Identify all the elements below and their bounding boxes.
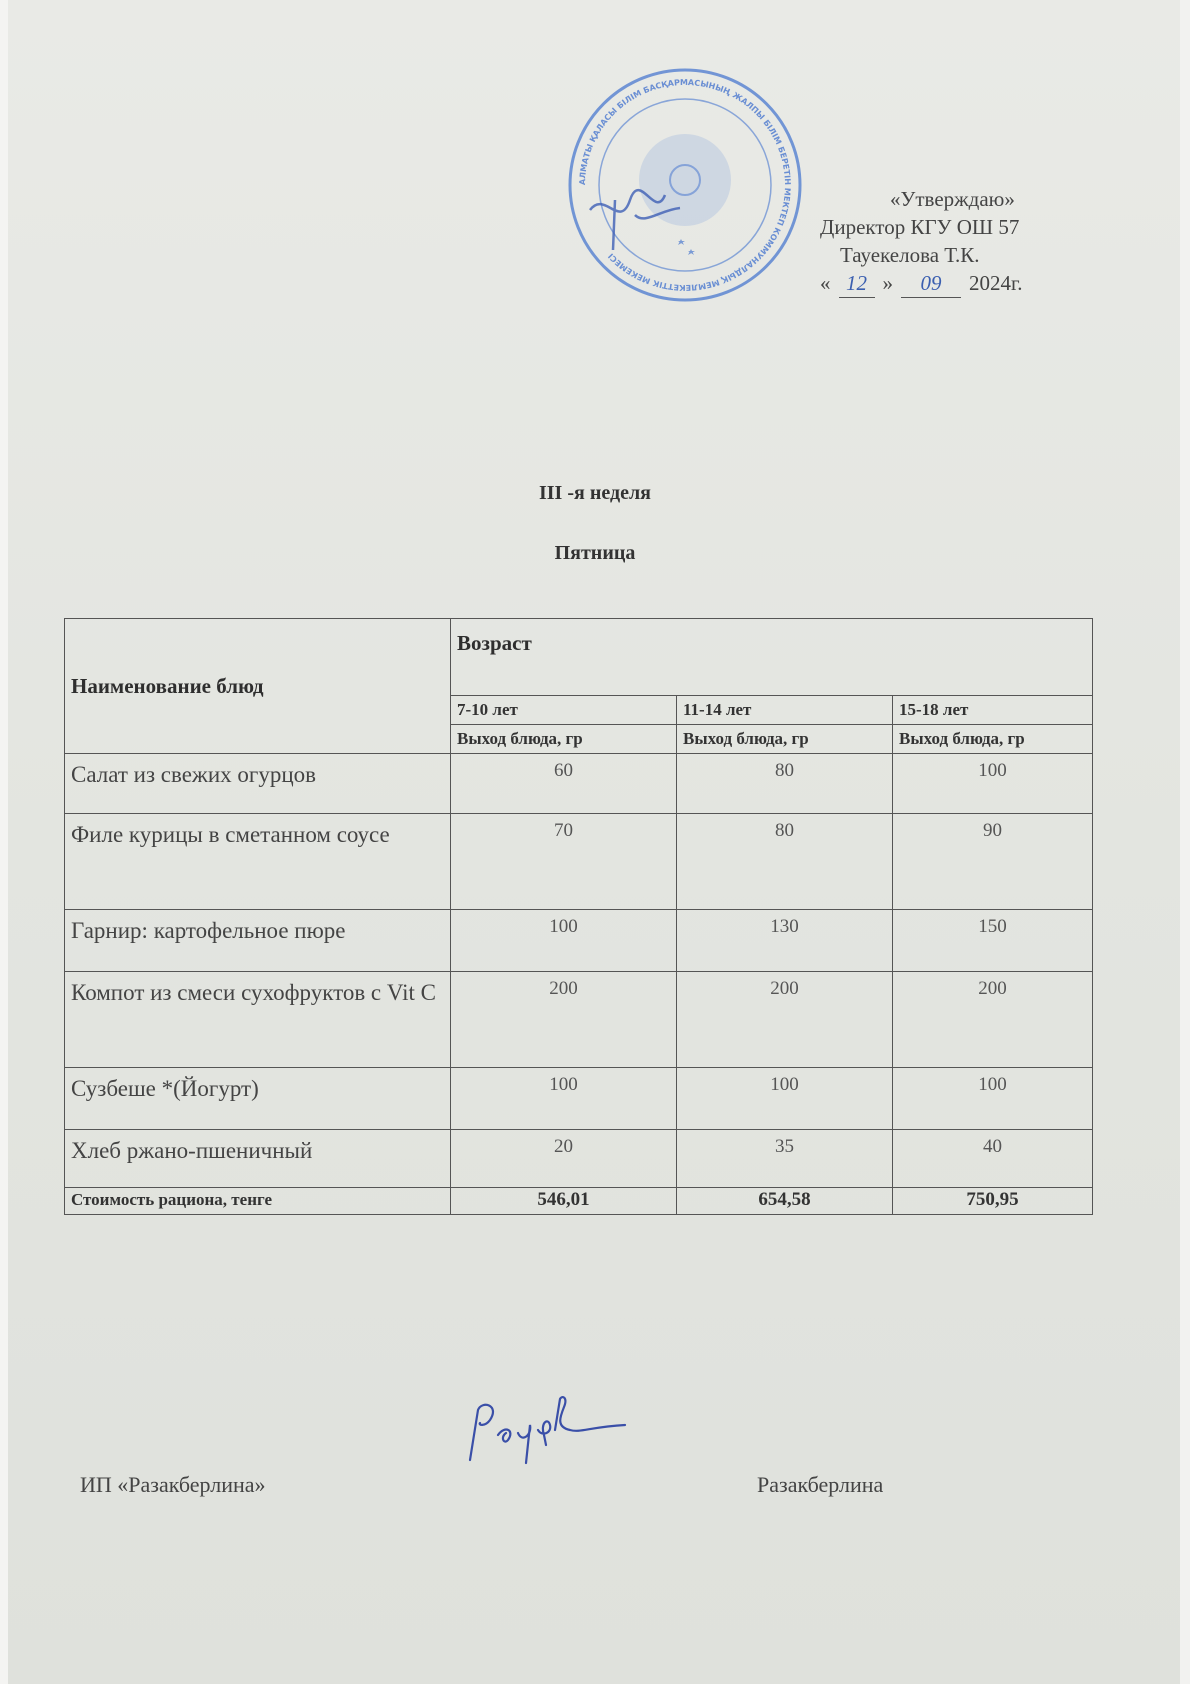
emblem-icon: [639, 134, 731, 226]
portion-11-14: 100: [677, 1068, 893, 1130]
cost-11-14: 654,58: [677, 1188, 893, 1215]
table-row: [65, 910, 1093, 972]
date-day: 12: [839, 269, 875, 298]
portion-7-10: 100: [451, 1068, 677, 1130]
approval-date: [820, 269, 1110, 298]
portion-7-10: 200: [451, 972, 677, 1068]
date-open-quote: «: [820, 271, 831, 295]
page-edge-left: [0, 0, 8, 1684]
table-row: [65, 814, 1093, 910]
portion-15-18: 40: [893, 1130, 1093, 1188]
cost-label: Стоимость рациона, тенге: [65, 1188, 451, 1215]
portion-15-18: 100: [893, 754, 1093, 814]
approval-block: [820, 185, 1110, 298]
portion-15-18: 90: [893, 814, 1093, 910]
portion-11-14: 80: [677, 754, 893, 814]
output-header-2: Выход блюда, гр: [677, 725, 893, 754]
age-group-11-14: 11-14 лет: [677, 696, 893, 725]
stamp-text: АЛМАТЫ ҚАЛАСЫ БІЛІМ БАСҚАРМАСЫНЫҢ ЖАЛПЫ БІЛІМ БЕРЕТІН МЕКТЕП КОММУНАЛДЫҚ МЕМЛЕКЕТТІК МЕКЕМЕСІ: [577, 77, 793, 293]
approval-position: Директор КГУ ОШ 57: [820, 215, 1020, 239]
page-edge-right: [1180, 0, 1190, 1684]
supplier-signature-icon: [460, 1395, 660, 1465]
portion-7-10: 60: [451, 754, 677, 814]
table-row: [65, 754, 1093, 814]
table-row: [65, 1130, 1093, 1188]
date-close-quote: »: [882, 271, 893, 295]
dish-name: Салат из свежих огурцов: [65, 754, 451, 814]
portion-11-14: 80: [677, 814, 893, 910]
portion-7-10: 70: [451, 814, 677, 910]
portion-15-18: 200: [893, 972, 1093, 1068]
date-month: 09: [901, 269, 961, 298]
dish-name: Филе курицы в сметанном соусе: [65, 814, 451, 910]
table-row: [65, 972, 1093, 1068]
approval-title: «Утверждаю»: [890, 187, 1015, 211]
portion-11-14: 200: [677, 972, 893, 1068]
dish-name: Гарнир: картофельное пюре: [65, 910, 451, 972]
week-title: III -я неделя: [538, 482, 651, 504]
table-header-row: [65, 619, 1093, 696]
cost-row: [65, 1188, 1093, 1215]
dish-name: Хлеб ржано-пшеничный: [65, 1130, 451, 1188]
portion-7-10: 100: [451, 910, 677, 972]
output-header-3: Выход блюда, гр: [893, 725, 1093, 754]
portion-11-14: 130: [677, 910, 893, 972]
age-group-15-18: 15-18 лет: [893, 696, 1093, 725]
dish-name: Сузбеше *(Йогурт): [65, 1068, 451, 1130]
portion-15-18: 150: [893, 910, 1093, 972]
date-year: 2024г.: [969, 271, 1023, 295]
dish-name: Компот из смеси сухофруктов с Vit C: [65, 972, 451, 1068]
portion-15-18: 100: [893, 1068, 1093, 1130]
cost-15-18: 750,95: [893, 1188, 1093, 1215]
age-group-7-10: 7-10 лет: [451, 696, 677, 725]
portion-7-10: 20: [451, 1130, 677, 1188]
output-header-1: Выход блюда, гр: [451, 725, 677, 754]
portion-11-14: 35: [677, 1130, 893, 1188]
table-row: [65, 1068, 1093, 1130]
footer-name: Разакберлина: [757, 1472, 884, 1497]
day-title: Пятница: [554, 542, 636, 564]
cost-7-10: 546,01: [451, 1188, 677, 1215]
approval-director-name: Тауекелова Т.К.: [840, 243, 980, 267]
footer-entrepreneur: ИП «Разакберлина»: [80, 1472, 266, 1497]
header-dish-name: Наименование блюд: [65, 619, 451, 754]
stamp-stars-icon: [678, 239, 695, 255]
header-age: Возраст: [451, 619, 1093, 696]
official-stamp: [560, 60, 810, 310]
menu-table: [64, 618, 1093, 1215]
